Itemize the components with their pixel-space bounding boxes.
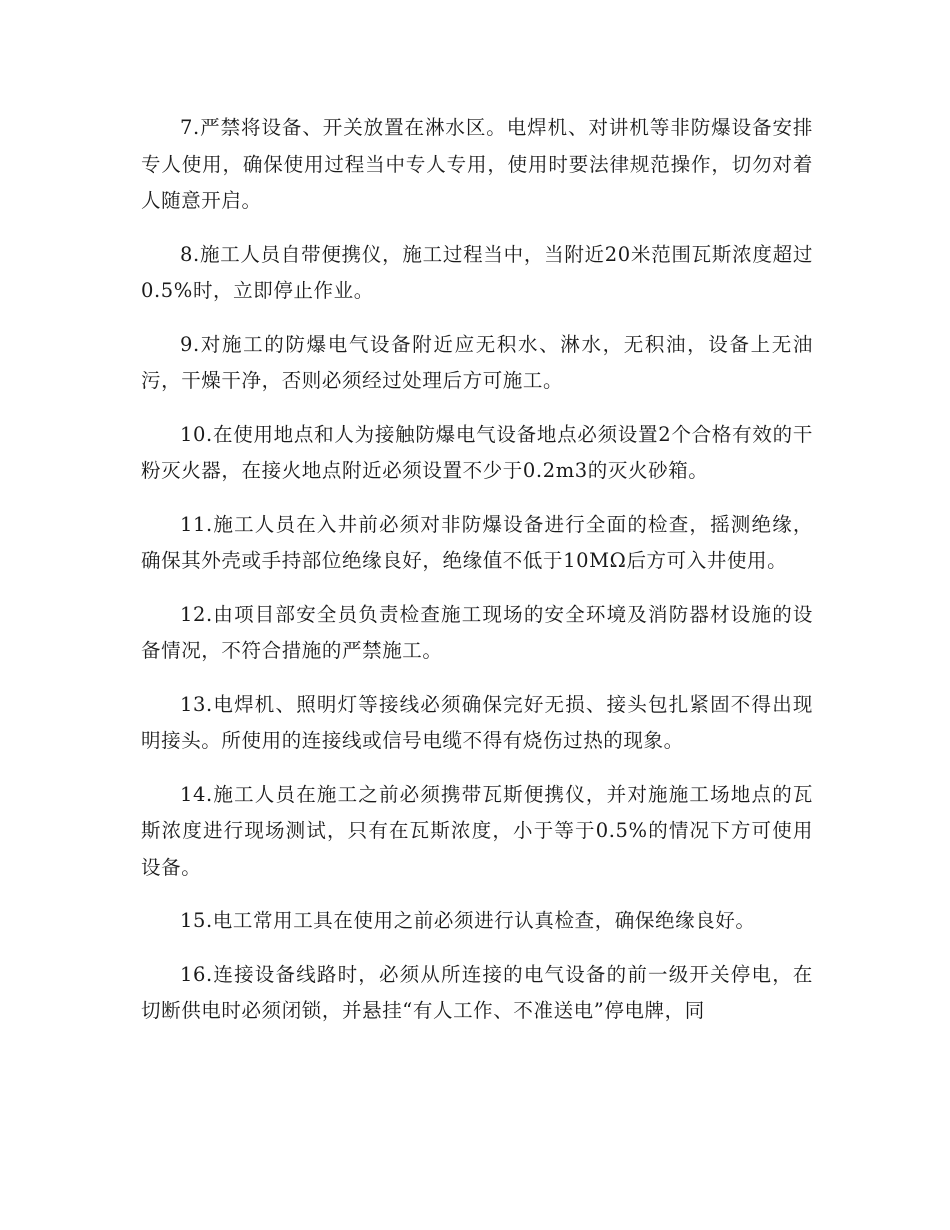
document-body <box>141 110 813 1047</box>
paragraph-item-15: 15.电工常用工具在使用之前必须进行认真检查，确保绝缘良好。 <box>180 909 756 932</box>
paragraph-item-7: 7.严禁将设备、开关放置在淋水区。电焊机、对讲机等非防爆设备安排专人使用，确保使用过程当中专人专用，使用时要法律规范操作，切勿对着人随意开启。 <box>141 116 813 212</box>
paragraph-item-16: 16.连接设备线路时，必须从所连接的电气设备的前一级开关停电，在切断供电时必须闭锁，并悬挂“有人工作、不准送电”停电牌，同 <box>141 962 813 1022</box>
paragraph-item-13: 13.电焊机、照明灯等接线必须确保完好无损、接头包扎紧固不得出现明接头。所使用的连接线或信号电缆不得有烧伤过热的现象。 <box>141 692 813 752</box>
paragraph-item-8: 8.施工人员自带便携仪，施工过程当中，当附近20米范围瓦斯浓度超过0.5%时，立即停止作业。 <box>141 242 813 302</box>
paragraph-item-12: 12.由项目部安全员负责检查施工现场的安全环境及消防器材设施的设备情况，不符合措施的严禁施工。 <box>141 602 813 662</box>
paragraph-item-10: 10.在使用地点和人为接触防爆电气设备地点必须设置2个合格有效的干粉灭火器，在接火地点附近必须设置不少于0.2m3的灭火砂箱。 <box>141 422 813 482</box>
paragraph-item-9: 9.对施工的防爆电气设备附近应无积水、淋水，无积油，设备上无油污，干燥干净，否则必须经过处理后方可施工。 <box>141 332 813 392</box>
paragraph-item-14: 14.施工人员在施工之前必须携带瓦斯便携仪，并对施施工场地点的瓦斯浓度进行现场测试，只有在瓦斯浓度，小于等于0.5%的情况下方可使用设备。 <box>141 782 813 879</box>
paragraph-item-11: 11.施工人员在入井前必须对非防爆设备进行全面的检查，摇测绝缘，确保其外壳或手持部位绝缘良好，绝缘值不低于10MΩ后方可入井使用。 <box>141 512 813 572</box>
